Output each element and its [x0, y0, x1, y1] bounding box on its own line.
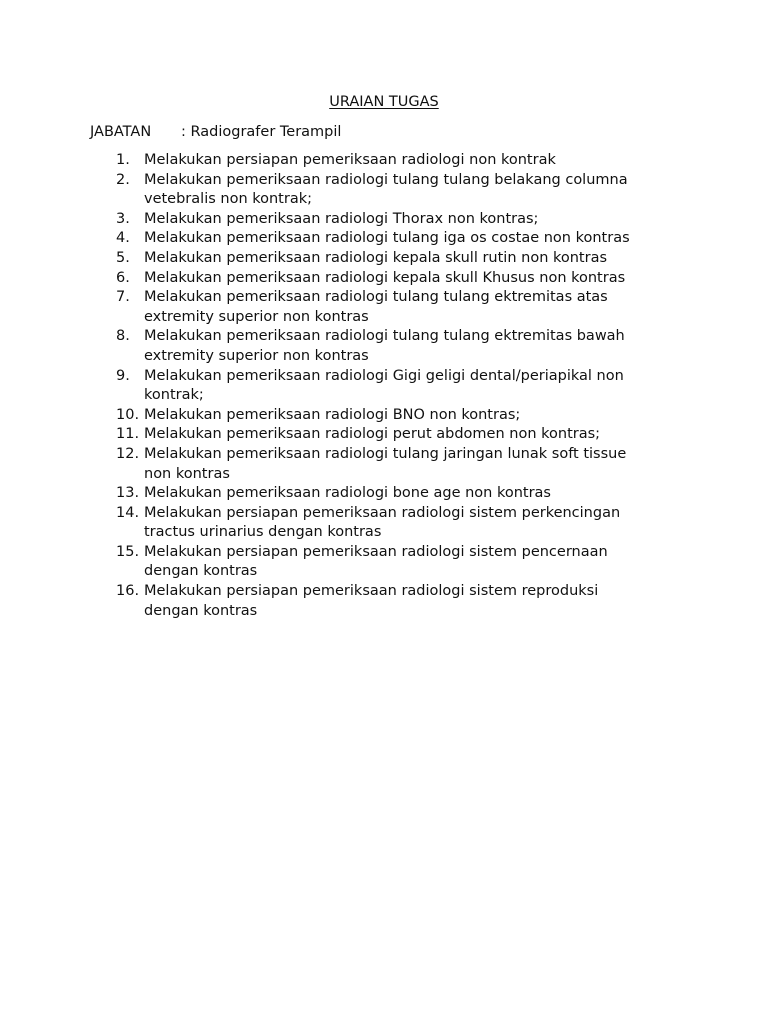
duty-number: 13.: [116, 485, 140, 502]
duty-text: Melakukan pemeriksaan radiologi perut abdomen non kontras;: [144, 426, 601, 443]
duty-number: 2.: [116, 171, 130, 188]
duty-text: Melakukan pemeriksaan radiologi tulang jaringan lunak soft tissue non kontras: [144, 445, 627, 482]
duty-item: [0, 367, 768, 406]
duty-text: Melakukan persiapan pemeriksaan radiologi sistem reproduksi dengan kontras: [144, 583, 599, 619]
position-value: : Radiografer Terampil: [181, 124, 342, 140]
position-label: JABATAN: [90, 124, 152, 140]
duty-text: Melakukan persiapan pemeriksaan radiologi sistem perkencingan tractus urinarius dengan kontras: [144, 504, 621, 541]
duty-item: [0, 327, 768, 366]
duty-text: Melakukan persiapan pemeriksaan radiologi sistem pencernaan dengan kontras: [144, 543, 608, 580]
duty-item: [0, 504, 768, 543]
duty-text: Melakukan pemeriksaan radiologi tulang iga os costae non kontras: [144, 230, 630, 247]
duty-number: 11.: [116, 426, 140, 443]
duty-item: [0, 406, 768, 426]
duty-item: [0, 171, 768, 210]
duty-text: Melakukan pemeriksaan radiologi Gigi geligi dental/periapikal non kontrak;: [144, 367, 624, 404]
duty-number: 16.: [116, 583, 140, 600]
duty-text: Melakukan persiapan pemeriksaan radiologi non kontrak: [144, 152, 556, 168]
duty-number: 8.: [116, 328, 130, 345]
duty-number: 3.: [116, 210, 130, 227]
duty-text: Melakukan pemeriksaan radiologi tulang tulang ektremitas atas extremity superior non kontras: [144, 289, 608, 325]
document-title-text: URAIAN TUGAS: [329, 94, 439, 110]
duty-number: 15.: [116, 543, 140, 560]
duty-text: Melakukan pemeriksaan radiologi tulang tulang ektremitas bawah extremity superior non kontras: [144, 328, 625, 364]
duty-item: [0, 445, 768, 484]
duty-number: 5.: [116, 249, 130, 266]
duty-item: [0, 269, 768, 289]
duty-number: 12.: [116, 445, 140, 462]
duty-item: [0, 229, 768, 249]
duty-number: 4.: [116, 230, 130, 247]
duty-item: [0, 425, 768, 445]
duty-item: [0, 484, 768, 504]
duty-text: Melakukan pemeriksaan radiologi Thorax non kontras;: [144, 210, 539, 227]
duty-number: 1.: [116, 152, 130, 168]
duty-number: 7.: [116, 289, 130, 306]
position-line: [90, 122, 341, 142]
duty-item: [0, 249, 768, 269]
duty-number: 14.: [116, 504, 140, 521]
duty-item: [0, 210, 768, 230]
duty-number: 10.: [116, 406, 140, 423]
duties-list: [0, 151, 768, 621]
duty-item: [0, 288, 768, 327]
duty-text: Melakukan pemeriksaan radiologi tulang tulang belakang columna vetebralis non kontrak;: [144, 171, 628, 208]
duty-text: Melakukan pemeriksaan radiologi bone age non kontras: [144, 485, 551, 502]
duty-text: Melakukan pemeriksaan radiologi kepala skull rutin non kontras: [144, 249, 608, 266]
duty-item: [0, 582, 768, 621]
document-title: [0, 92, 768, 112]
duty-text: Melakukan pemeriksaan radiologi kepala skull Khusus non kontras: [144, 269, 626, 286]
duty-item: [0, 151, 768, 171]
duty-number: 6.: [116, 269, 130, 286]
duty-item: [0, 543, 768, 582]
duty-text: Melakukan pemeriksaan radiologi BNO non kontras;: [144, 406, 521, 423]
duty-number: 9.: [116, 367, 130, 384]
